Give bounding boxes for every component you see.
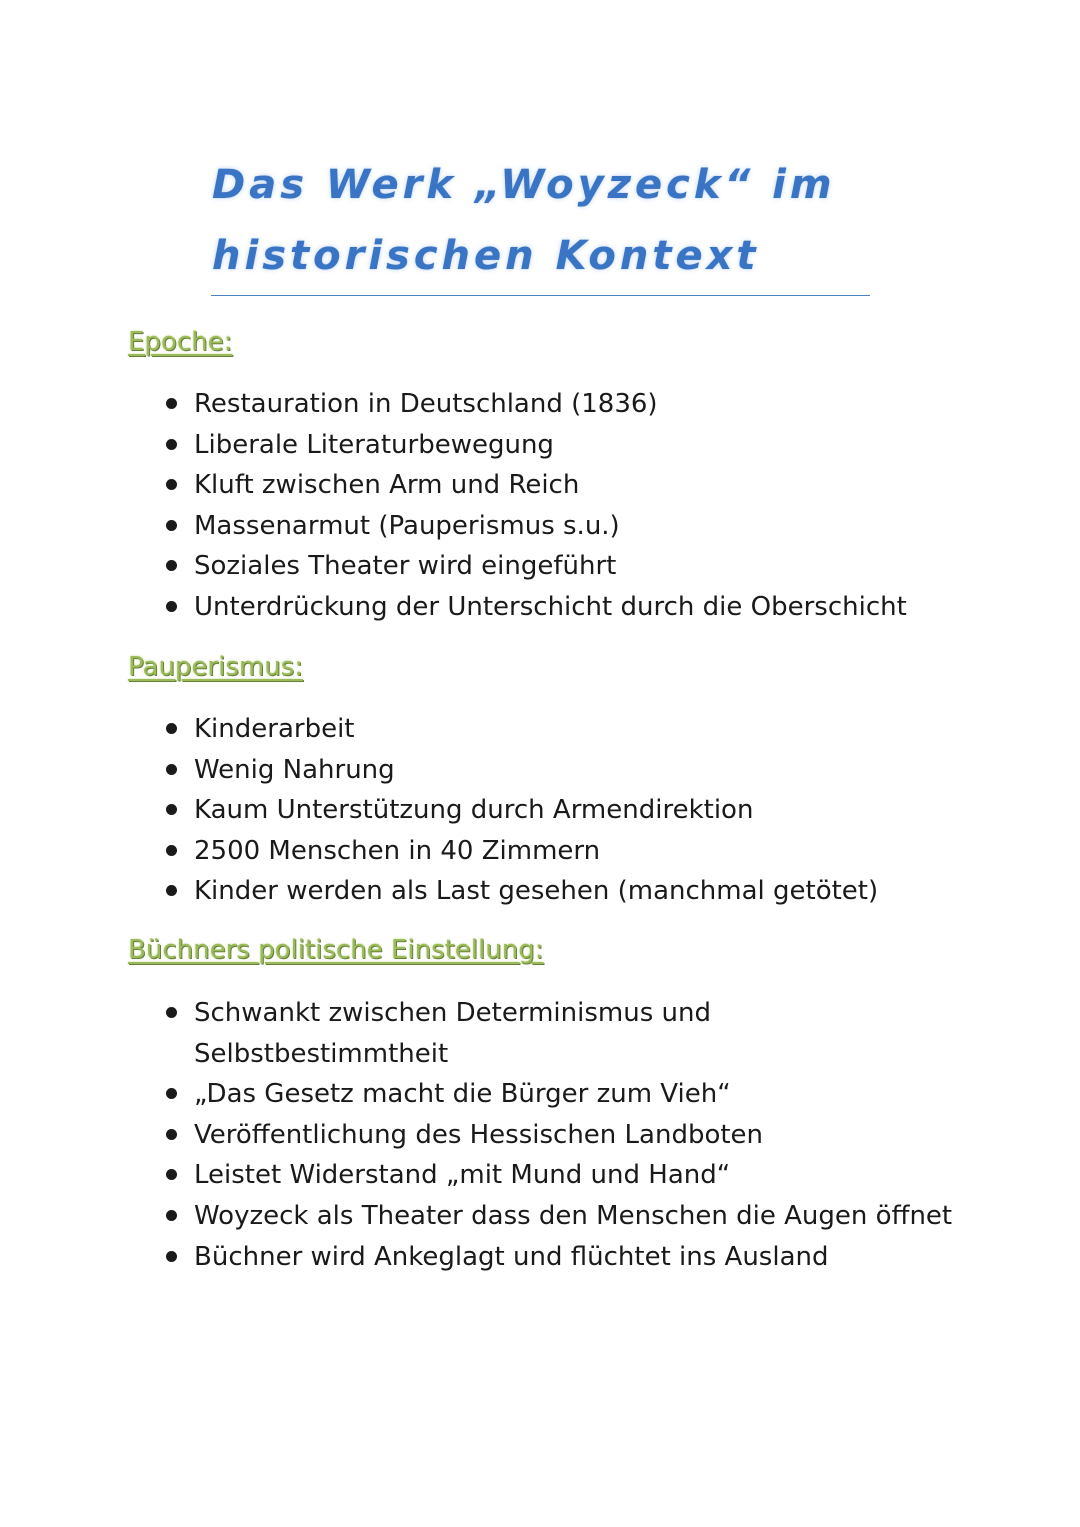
list-item-text: Soziales Theater wird eingeführt (194, 551, 617, 582)
list-item-text: Kinder werden als Last gesehen (manchmal getötet) (194, 876, 879, 907)
document-title (212, 150, 912, 292)
bullet-icon (166, 479, 177, 490)
bullet-icon (166, 601, 177, 612)
list-item-text: Kinderarbeit (194, 714, 355, 744)
list-item (160, 750, 878, 791)
bullet-icon (166, 804, 177, 815)
list-item-text: Massenarmut (Pauperismus s.u.) (194, 510, 620, 541)
section-heading-epoche: Epoche: (128, 327, 233, 357)
list-item-text: Schwankt zwischen Determinismus und (194, 998, 711, 1028)
list-item-text: „Das Gesetz macht die Bürger zum Vieh“ (194, 1079, 731, 1110)
list-item (160, 1196, 952, 1237)
bullet-icon (166, 1251, 177, 1262)
list-item (160, 709, 878, 750)
bullet-icon (166, 520, 177, 531)
bullet-icon (166, 1088, 177, 1099)
list-item-text-continuation: Selbstbestimmtheit (194, 1038, 449, 1069)
list-item (160, 506, 907, 547)
list-item-text: Leistet Widerstand „mit Mund und Hand“ (194, 1160, 731, 1191)
title-line-2: historischen Kontext (212, 233, 760, 279)
list-item (160, 871, 878, 912)
list-item (160, 587, 907, 628)
title-line-1: Das Werk „Woyzeck“ im (212, 162, 836, 208)
bullet-icon (166, 398, 177, 409)
bullet-icon (166, 1129, 177, 1140)
list-item-text: Unterdrückung der Unterschicht durch die Oberschicht (194, 591, 907, 622)
bullet-icon (166, 560, 177, 571)
list-item (160, 1155, 952, 1196)
list-item-text: Restauration in Deutschland (1836) (194, 389, 658, 419)
list-item (160, 384, 907, 425)
epoche-list (160, 384, 907, 628)
list-item-text: Kaum Unterstützung durch Armendirektion (194, 795, 754, 826)
list-item (160, 465, 907, 506)
bullet-icon (166, 439, 177, 450)
bullet-icon (166, 1007, 177, 1018)
list-item (160, 546, 907, 587)
pauperismus-list (160, 709, 878, 912)
section-heading-buechner: Büchners politische Einstellung: (128, 935, 544, 965)
title-underline-rule (211, 295, 870, 296)
list-item-text: Woyzeck als Theater dass den Menschen die Augen öffnet (194, 1200, 953, 1231)
buechner-list (160, 993, 952, 1277)
list-item-text: Veröffentlichung des Hessischen Landboten (194, 1119, 764, 1150)
bullet-icon (166, 723, 177, 734)
section-heading-pauperismus: Pauperismus: (128, 652, 303, 682)
list-item (160, 425, 907, 466)
list-item (160, 1074, 952, 1115)
bullet-icon (166, 1210, 177, 1221)
list-item-text: Kluft zwischen Arm und Reich (194, 470, 580, 501)
bullet-icon (166, 845, 177, 856)
list-item (160, 1237, 952, 1278)
list-item (160, 790, 878, 831)
list-item (160, 993, 952, 1074)
list-item-text: Wenig Nahrung (194, 754, 395, 785)
list-item-text: Liberale Literaturbewegung (194, 429, 554, 460)
bullet-icon (166, 764, 177, 775)
list-item-text: 2500 Menschen in 40 Zimmern (194, 835, 601, 866)
bullet-icon (166, 885, 177, 896)
list-item (160, 1115, 952, 1156)
bullet-icon (166, 1169, 177, 1180)
list-item-text: Büchner wird Ankeglagt und flüchtet ins Ausland (194, 1241, 829, 1272)
list-item (160, 831, 878, 872)
